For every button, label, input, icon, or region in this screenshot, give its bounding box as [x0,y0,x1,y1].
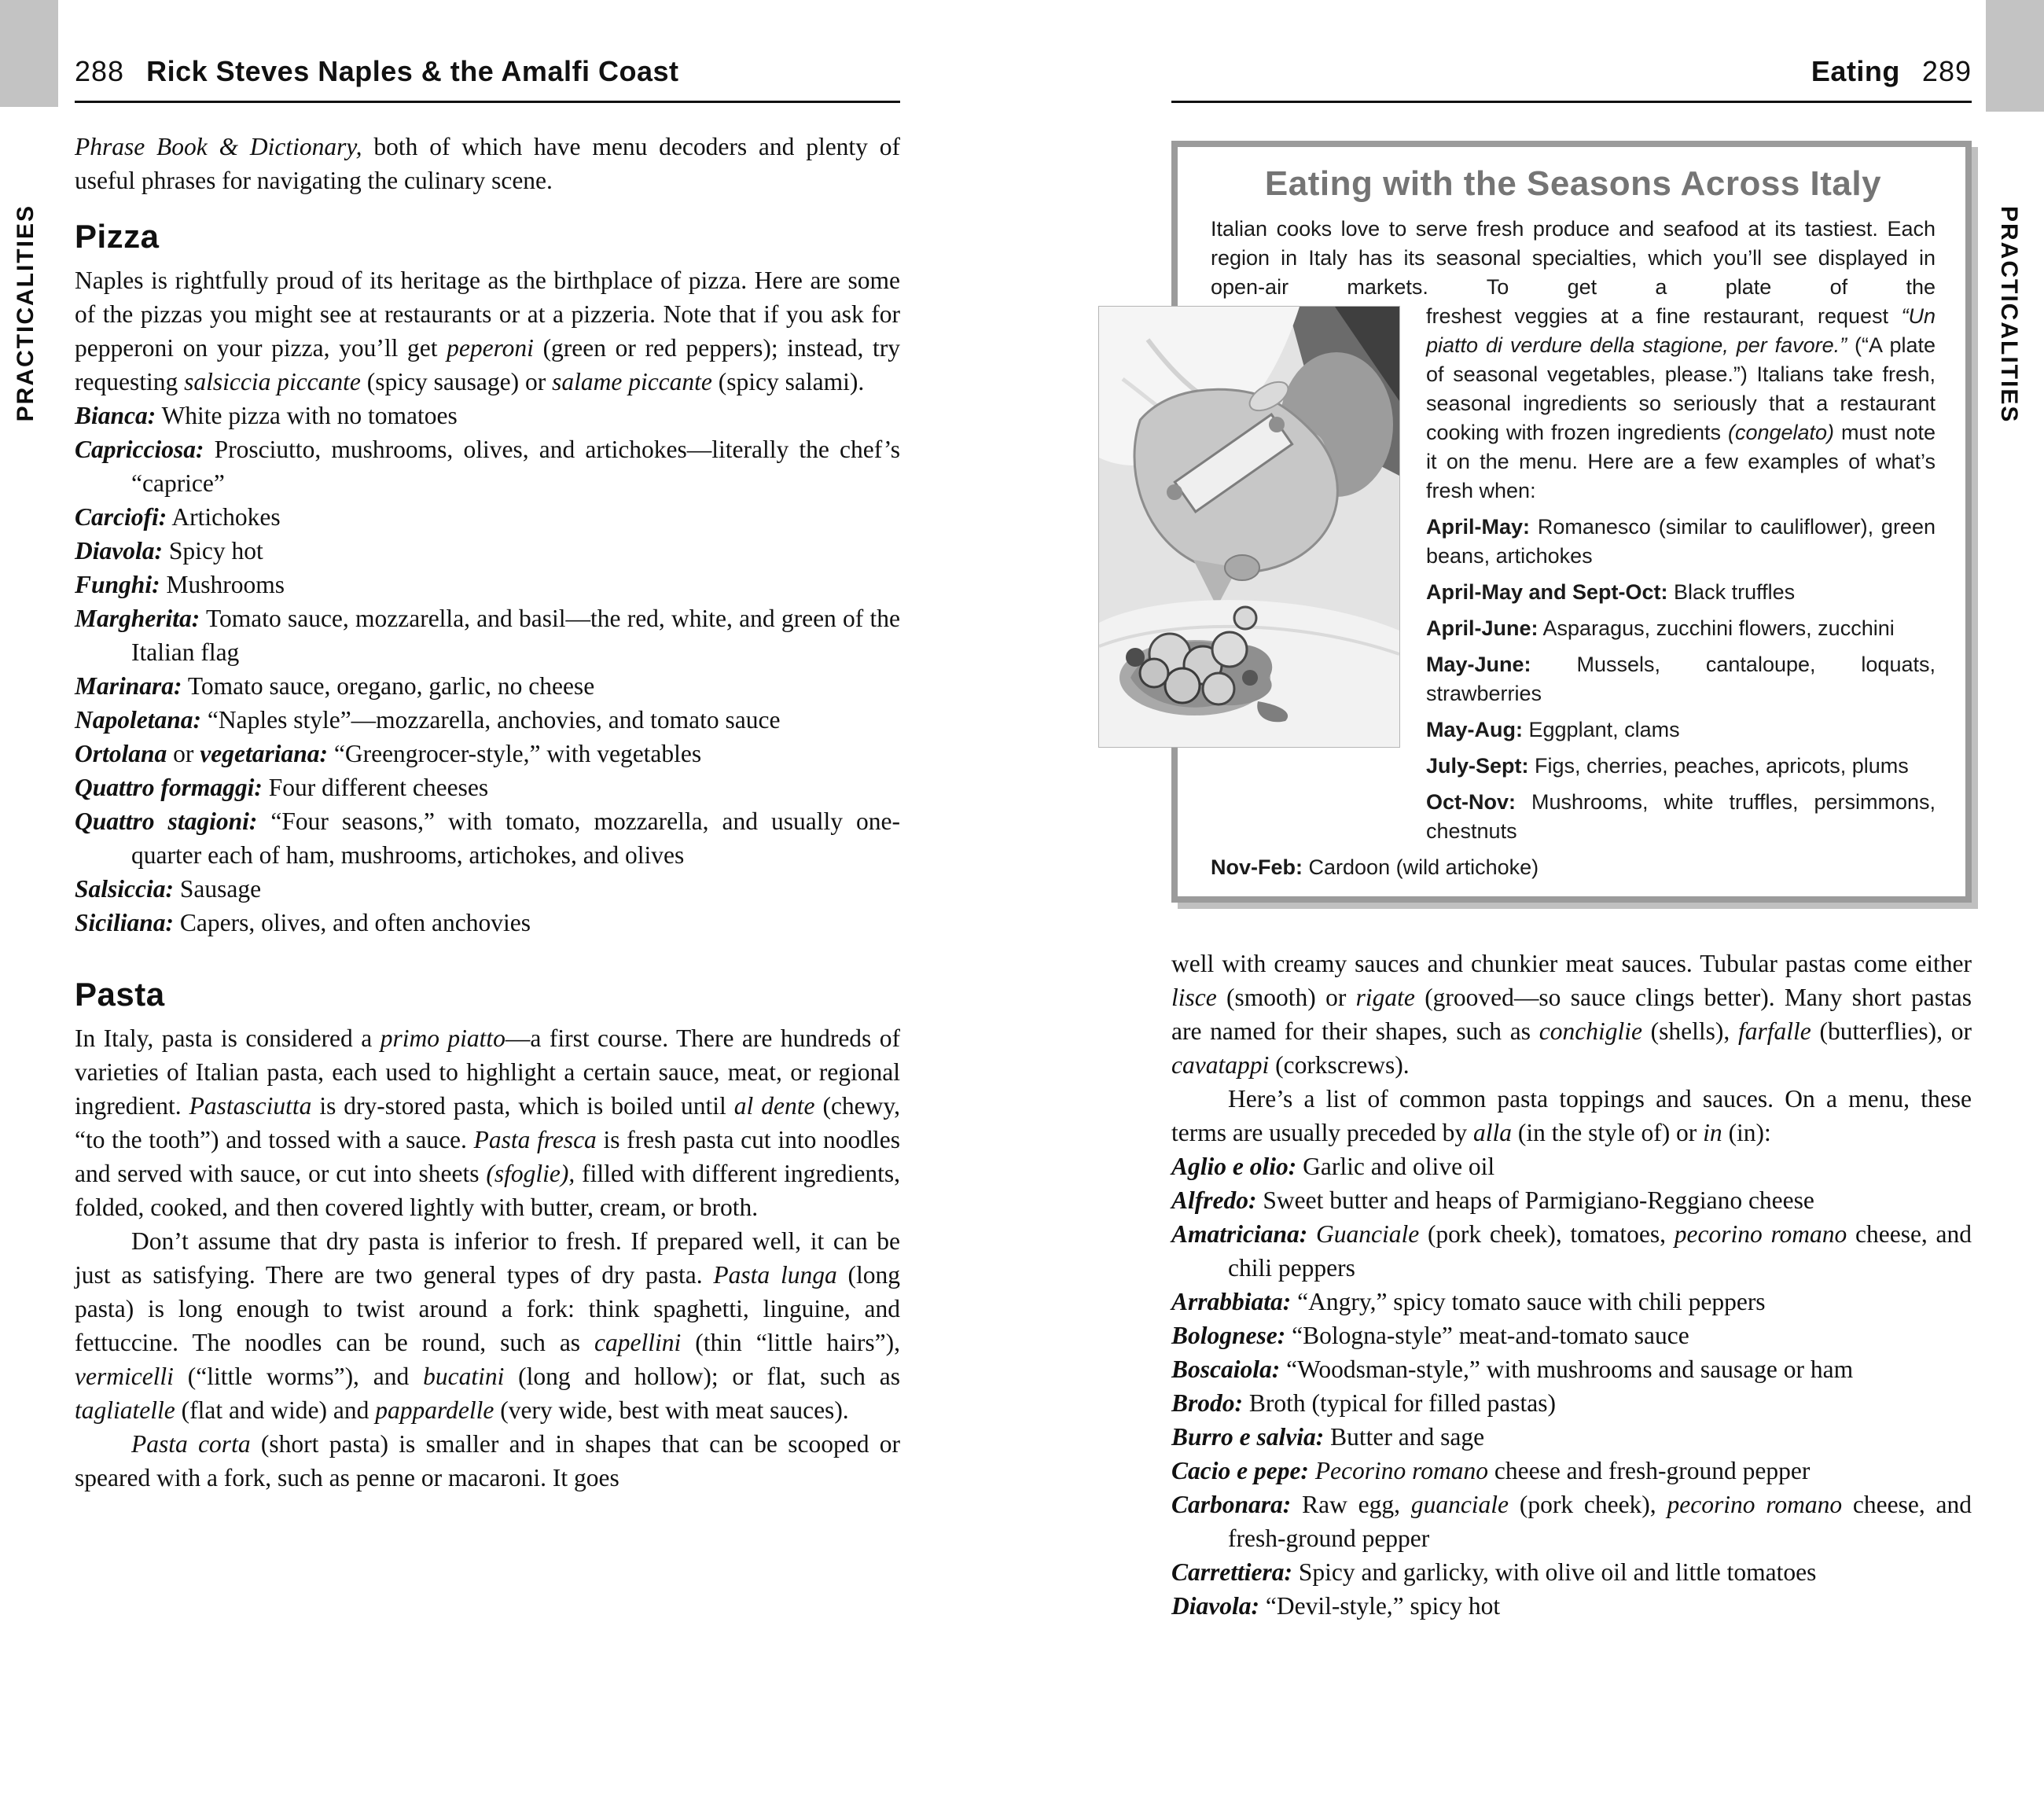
pasta-sauce-item: Arrabbiata: “Angry,” spicy tomato sauce with chili peppers [1171,1288,1766,1315]
pasta-sauce-item: Brodo: Broth (typical for filled pastas) [1171,1389,1557,1417]
pasta-sauce-item: Boscaiola: “Woodsman-style,” with mushrooms and sausage or ham [1171,1355,1854,1383]
season-label: May-Aug: [1426,718,1523,741]
truffle-slicer-photo [1099,307,1399,747]
page-header-left [75,47,900,103]
season-text: Eggplant, clams [1528,718,1680,741]
pasta-sauce-item: Amatriciana: Guanciale (pork cheek), tomatoes, pecorino romano cheese, and chili peppers [1171,1220,1972,1282]
page-left [75,47,900,1495]
section-tab-background-left [0,0,58,107]
section-tab-right: PRACTICALITIES [1996,206,2022,424]
pasta-sauce-item: Burro e salvia: Butter and sage [1171,1423,1485,1451]
running-head-left: Rick Steves Naples & the Amalfi Coast [146,55,679,87]
right-column [1171,947,1972,1623]
season-entry [1211,752,1936,781]
season-text: Cardoon (wild artichoke) [1308,855,1539,879]
pizza-list-item: Napoletana: “Naples style”—mozzarella, anchovies, and tomato sauce [75,706,781,734]
season-label: April-June: [1426,616,1539,640]
pizza-list-item: Carciofi: Artichokes [75,503,281,531]
intro-paragraph: Phrase Book & Dictionary, both of which have menu decoders and plenty of useful phrases for navigating the culinary scene. [75,133,900,194]
body-paragraph: Here’s a list of common pasta toppings and sauces. On a menu, these terms are usually preceded by alla (in the style of) or in (in): [1171,1085,1972,1146]
season-text: Mussels, cantaloupe, loquats, strawberries [1426,653,1936,705]
page-number-right: 289 [1921,55,1972,87]
section-tab-background-right [1986,0,2044,112]
seasons-sidebar-box [1171,141,1972,903]
pizza-list-item: Capricciosa: Prosciutto, mushrooms, olives, and artichokes—literally the chef’s “caprice” [75,436,900,497]
pizza-list-item: Funghi: Mushrooms [75,571,285,598]
pizza-list-item: Margherita: Tomato sauce, mozzarella, and basil—the red, white, and green of the Italian flag [75,605,900,666]
season-entry [1211,788,1936,846]
seasons-intro-part2: freshest veggies at a fine restaurant, request “Un piatto di verdure della stagione, per favore.” (“A plate of seasonal vegetables, please.”) Italians take fresh, seasonal ingredients so seriously that a restaurant cooking with frozen ingredients (congelato) must note it on the menu. Here are a few examples of what’s fresh when: [1426,304,1936,502]
pasta-paragraph: In Italy, pasta is considered a primo piatto—a first course. There are hundreds of varieties of Italian pasta, each used to highlight a certain sauce, meat, or regional ingredient. Pastasciutta is dry-stored pasta, which is boiled until al dente (chewy, “to the tooth”) and tossed with a sauce. Pasta fresca is fresh pasta cut into noodles and served with sauce, or cut into sheets (sfoglie), filled with different ingredients, folded, cooked, and then covered lightly with butter, cream, or broth. [75,1024,901,1221]
pizza-list-item: Siciliana: Capers, olives, and often anchovies [75,909,531,936]
pizza-list-item: Bianca: White pizza with no tomatoes [75,402,458,429]
season-label: April-May: [1426,515,1531,539]
running-head-right: Eating [1811,55,1900,87]
season-text: Figs, cherries, peaches, apricots, plums [1535,754,1909,778]
right-body-paragraphs [1171,947,1972,1149]
pizza-heading: Pizza [75,218,160,255]
body-paragraph: well with creamy sauces and chunkier meat sauces. Tubular pastas come either lisce (smooth) or rigate (grooved—so sauce clings better). Many short pastas are named for their shapes, such as conchiglie (shells), farfalle (butterflies), or cavatappi (corkscrews). [1171,950,1972,1079]
pizza-list [75,399,900,940]
season-label: Oct-Nov: [1426,790,1516,814]
page-number-left: 288 [75,55,125,87]
seasons-box-title: Eating with the Seasons Across Italy [1264,164,1882,203]
pasta-sauce-item: Cacio e pepe: Pecorino romano cheese and fresh-ground pepper [1171,1457,1811,1484]
page-right [1171,47,1972,1623]
season-label: July-Sept: [1426,754,1529,778]
pasta-sauce-item: Bolognese: “Bologna-style” meat-and-tomato sauce [1171,1322,1689,1349]
pasta-heading: Pasta [75,976,165,1013]
pasta-paragraph: Pasta corta (short pasta) is smaller and in shapes that can be scooped or speared with a fork, such as penne or macaroni. It goes [75,1430,901,1491]
pasta-paragraphs [75,1021,900,1495]
pasta-sauce-item: Carrettiera: Spicy and garlicky, with olive oil and little tomatoes [1171,1558,1817,1586]
seasons-intro-part1: Italian cooks love to serve fresh produce and seafood at its tastiest. Each region in Italy has its seasonal specialties, which you’ll see displayed in open-air markets. To get a plate of the [1211,217,1936,299]
season-label: May-June: [1426,653,1531,676]
pizza-intro-paragraph: Naples is rightfully proud of its heritage as the birthplace of pizza. Here are some of the pizzas you might see at restaurants or at a pizzeria. Note that if you ask for pepperoni on your pizza, you’ll get peperoni (green or red peppers); instead, try requesting salsiccia piccante (spicy sausage) or salame piccante (spicy salami). [75,267,900,395]
pasta-sauce-item: Aglio e olio: Garlic and olive oil [1171,1153,1495,1180]
pizza-list-item: Marinara: Tomato sauce, oregano, garlic, no cheese [75,672,595,700]
pasta-sauce-item: Alfredo: Sweet butter and heaps of Parmigiano-Reggiano cheese [1171,1186,1814,1214]
pasta-sauce-item: Carbonara: Raw egg, guanciale (pork cheek), pecorino romano cheese, and fresh-ground pepper [1171,1491,1972,1552]
season-text: Mushrooms, white truffles, persimmons, chestnuts [1426,790,1936,843]
truffle-slicer-photo-illustration [1099,307,1399,747]
pasta-sauce-item: Diavola: “Devil-style,” spicy hot [1171,1592,1501,1620]
pizza-list-item: Salsiccia: Sausage [75,875,262,903]
season-label: April-May and Sept-Oct: [1426,580,1668,604]
season-label: Nov-Feb: [1211,855,1303,879]
season-text: Asparagus, zucchini flowers, zucchini [1542,616,1895,640]
section-tab-left: PRACTICALITIES [13,204,39,422]
pizza-list-item: Quattro formaggi: Four different cheeses [75,774,489,801]
season-text: Romanesco (similar to cauliflower), green beans, artichokes [1426,515,1936,568]
season-entry [1211,853,1936,882]
season-text: Black truffles [1674,580,1796,604]
pasta-paragraph: Don’t assume that dry pasta is inferior to fresh. If prepared well, it can be just as satisfying. There are two general types of dry pasta. Pasta lunga (long pasta) is long enough to twist around a fork: think spaghetti, linguine, and fettuccine. The noodles can be round, such as capellini (thin “little hairs”), vermicelli (“little worms”), and bucatini (long and hollow); or flat, such as tagliatelle (flat and wide) and pappardelle (very wide, best with meat sauces). [75,1227,901,1424]
pizza-list-item: Ortolana or vegetariana: “Greengrocer-style,” with vegetables [75,740,702,767]
left-column [75,130,900,1495]
pizza-list-item: Quattro stagioni: “Four seasons,” with tomato, mozzarella, and usually one-quarter each of ham, mushrooms, artichokes, and olives [75,807,900,869]
pasta-sauce-list [1171,1149,1972,1623]
pizza-list-item: Diavola: Spicy hot [75,537,263,565]
page-header-right [1171,47,1972,103]
